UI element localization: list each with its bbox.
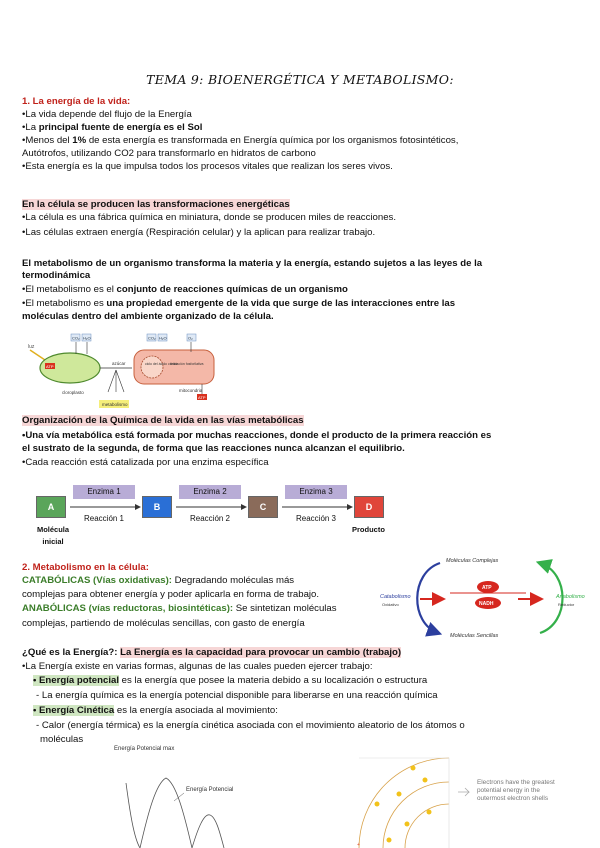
pathway-heading: Organización de la Química de la vida en las vías metabólicas (22, 415, 304, 426)
simple-molecules-label: Moléculas Sencillas (450, 633, 499, 639)
enzyme-1-label: Enzima 1 (73, 485, 135, 499)
product-label: Producto (352, 525, 385, 534)
svg-text:CO₂: CO₂ (72, 335, 80, 341)
energy-bullet1: •La Energía existe en varias formas, algunas de las cuales pueden ejercer trabajo: (22, 661, 373, 672)
molecule-c-box: C (248, 496, 278, 518)
catabolic-cont: complejas para obtener energía y poder aplicarla en forma de trabajo. (22, 589, 320, 600)
svg-text:O₂: O₂ (188, 335, 193, 341)
atom-note-line1: Electrons have the greatest (477, 779, 555, 786)
metabolism-cycle-diagram (380, 553, 596, 641)
heat-line1: - Calor (energía térmica) es la energía cinética asociada con el movimiento aleatorio de los átomos o (36, 720, 465, 731)
section1-bullet1: •La vida depende del flujo de la Energía (22, 109, 192, 120)
molecule-d-box: D (354, 496, 384, 518)
svg-text:ATP: ATP (46, 364, 54, 369)
electron-dot (387, 838, 392, 843)
metab-bullet2-cont: moléculas dentro del ambiente organizado de la célula. (22, 311, 274, 322)
electron-dot (405, 822, 410, 827)
anabolic-line: ANABÓLICAS (vías reductoras, biosintéticas): Se sintetizan moléculas (22, 603, 337, 614)
metabolism-label: metabolismo (102, 402, 128, 407)
energy-flow-diagram (24, 330, 254, 412)
enzyme-3-label: Enzima 3 (285, 485, 347, 499)
cell-heading: En la célula se producen las transformaciones energéticas (22, 199, 290, 210)
section1-heading: 1. La energía de la vida: (22, 96, 131, 107)
pointer-hand-icon (458, 788, 469, 796)
pathway-bullet2: •Cada reacción está catalizada por una enzima específica (22, 457, 269, 468)
svg-text:CO₂: CO₂ (148, 335, 156, 341)
pathway-bullet1: •Una vía metabólica está formada por muchas reacciones, donde el producto de la primera reacción es (22, 430, 492, 441)
reaction-1-label: Reacción 1 (83, 514, 125, 523)
section1-bullet3: •Menos del 1% de esta energía es transformada en Energía química por los organismos fotosintéticos, (22, 135, 459, 146)
chloroplast-label: cloroplasto (62, 390, 84, 395)
electron-dot (397, 792, 402, 797)
chemical-energy-line: - La energía química es la energía potencial disponible para liberarse en una reacción química (36, 690, 438, 701)
metab-heading-line1: El metabolismo de un organismo transforma la materia y la energía, estando sujetos a las leyes de la (22, 258, 483, 269)
svg-text:H₂O: H₂O (83, 335, 91, 341)
section2-heading: 2. Metabolismo en la célula: (22, 562, 149, 573)
atom-electron-shells (355, 754, 596, 848)
anabolic-cont: complejas, partiendo de moléculas sencillas, con gasto de energía (22, 618, 305, 629)
max-potential-label: Energía Potencial max (114, 746, 175, 752)
potential-energy-graph (108, 743, 268, 848)
citric-label: ciclo del ácido cítrico (145, 362, 178, 366)
section1-bullet2: •La principal fuente de energía es el Sol (22, 122, 203, 133)
enzyme-2-label: Enzima 2 (179, 485, 241, 499)
svg-text:ATP: ATP (198, 395, 206, 400)
cell-bullet1: •La célula es una fábrica química en miniatura, donde se producen miles de reacciones. (22, 212, 397, 223)
complex-molecules-label: Moléculas Complejas (446, 558, 499, 564)
start-molecule-label: Molécula inicial (36, 525, 70, 546)
svg-text:ATP: ATP (482, 585, 492, 591)
energy-heading: ¿Qué es la Energía?: La Energía es la capacidad para provocar un cambio (trabajo) (22, 647, 402, 658)
electron-dot (427, 810, 432, 815)
electron-dot (411, 766, 416, 771)
electron-dot (423, 778, 428, 783)
metab-heading-line2: termodinámica (22, 270, 91, 281)
svg-text:+: + (357, 842, 360, 848)
electron-dot (375, 802, 380, 807)
molecule-a-box: A (36, 496, 66, 518)
svg-text:NADH: NADH (479, 601, 494, 607)
pathway-bullet1-cont: el sustrato de la segunda, de forma que las reacciones nunca alcanzan el equilibrio. (22, 443, 405, 454)
heat-line2: moléculas (40, 734, 84, 745)
potential-energy-line: • Energía potencial es la energía que posee la materia debido a su localización o estructura (33, 675, 428, 686)
kinetic-energy-line: • Energía Cinética es la energía asociada al movimiento: (33, 705, 278, 716)
cell-bullet2: •Las células extraen energía (Respiración celular) y la aplican para realizar trabajo. (22, 227, 376, 238)
atom-note-line2: potential energy in the (477, 787, 540, 794)
anabolism-sub: Reductor (558, 602, 575, 607)
mitochondria-label: mitocondria (179, 388, 203, 393)
section1-bullet4: •Esta energía es la que impulsa todos los procesos vitales que realizan los seres vivos. (22, 161, 393, 172)
reaction-2-label: Reacción 2 (189, 514, 231, 523)
reaction-3-label: Reacción 3 (295, 514, 337, 523)
molecule-b-box: B (142, 496, 172, 518)
section1-bullet3-cont: Autótrofos, utilizando CO2 para transformarlo en hidratos de carbono (22, 148, 316, 159)
catabolism-sub: Oxidativo (382, 602, 399, 607)
pathway-arrows (66, 500, 356, 514)
bounce-curve (140, 778, 192, 848)
ox-phos-label: oxidación fosforilativa (170, 362, 204, 366)
page-title: TEMA 9: BIOENERGÉTICA Y METABOLISMO: (146, 72, 454, 87)
svg-text:H₂O: H₂O (159, 335, 167, 341)
atom-note-line3: outermost electron shells (477, 795, 549, 802)
sugar-label: azúcar (112, 361, 126, 366)
metab-bullet1: •El metabolismo es el conjunto de reacciones químicas de un organismo (22, 284, 348, 295)
catabolic-line: CATABÓLICAS (Vías oxidativas): Degradando moléculas más (22, 575, 295, 586)
potential-curve-label: Energía Potencial (186, 787, 234, 793)
anabolism-label: Anabolismo (556, 594, 585, 600)
metab-bullet2: •El metabolismo es una propiedad emergente de la vida que surge de las interacciones entre las (22, 298, 456, 309)
light-label: luz (28, 344, 35, 350)
catabolism-label: Catabolismo (380, 594, 411, 600)
